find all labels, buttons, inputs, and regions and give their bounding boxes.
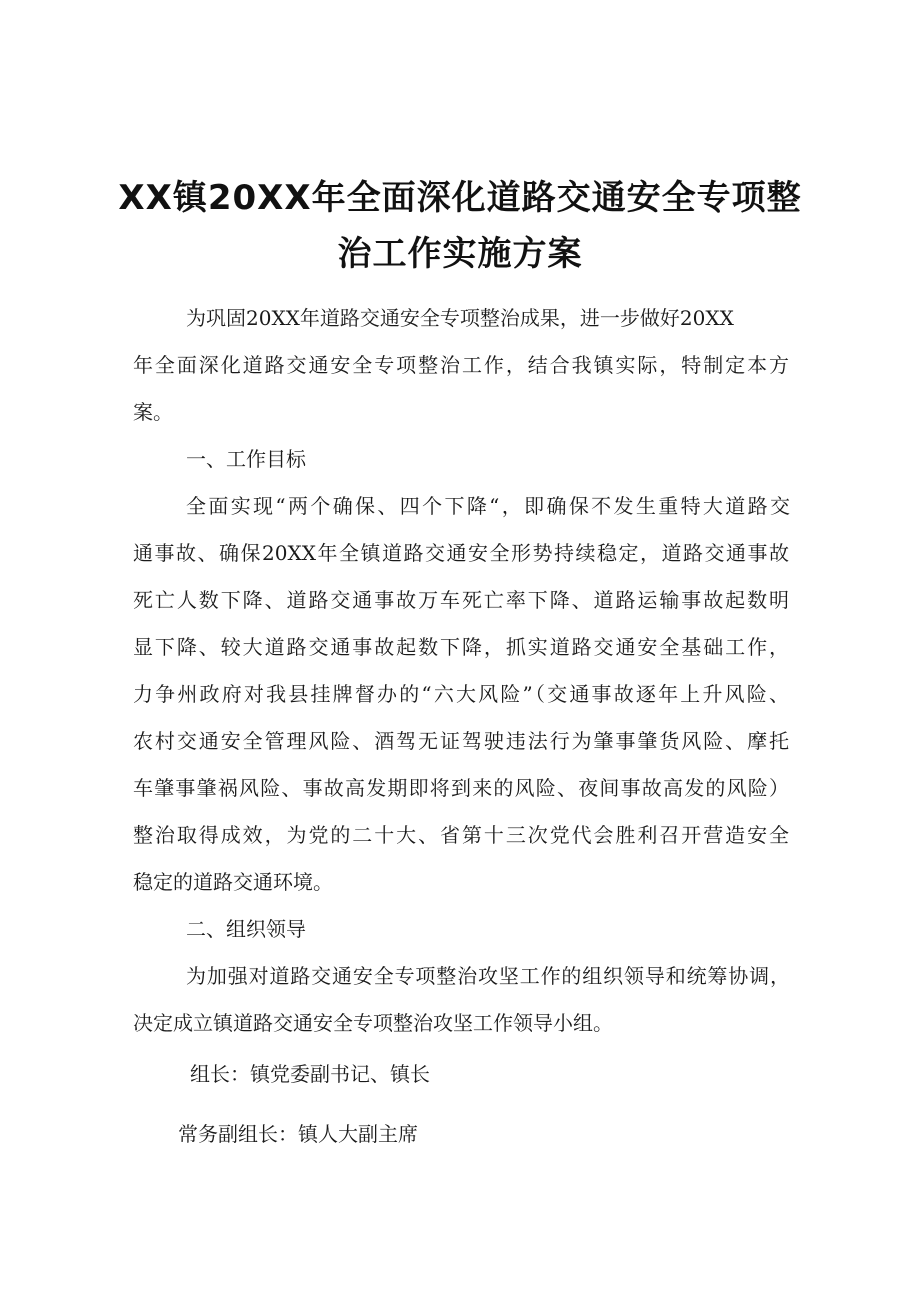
section1-paragraph-line: 通事故、确保20XX年全镇道路交通安全形势持续稳定，道路交通事故 (133, 541, 789, 565)
section1-paragraph-line: 死亡人数下降、道路交通事故万车死亡率下降、道路运输事故起数明 (133, 588, 789, 612)
document-title-line-2: 治工作实施方案 (337, 234, 583, 274)
section1-paragraph-line: 力争州政府对我县挂牌督办的“六大风险”（交通事故逐年上升风险、 (133, 682, 789, 706)
section1-paragraph-line: 显下降、较大道路交通事故起数下降，抓实道路交通安全基础工作， (133, 635, 789, 659)
section1-paragraph-line: 全面实现“两个确保、四个下降“，即确保不发生重特大道路交 (186, 494, 790, 518)
group-leader: 组长：镇党委副书记、镇长 (190, 1062, 430, 1086)
section-heading-organization: 二、组织领导 (186, 917, 306, 941)
section1-paragraph-line: 农村交通安全管理风险、酒驾无证驾驶违法行为肇事肇货风险、摩托 (133, 729, 789, 753)
intro-line-3: 案。 (133, 400, 173, 424)
section1-paragraph-line: 整治取得成效，为党的二十大、省第十三次党代会胜利召开营造安全 (133, 823, 789, 847)
section2-paragraph-line: 为加强对道路交通安全专项整治攻坚工作的组织领导和统筹协调， (186, 964, 790, 988)
section2-paragraph-line: 决定成立镇道路交通安全专项整治攻坚工作领导小组。 (133, 1011, 613, 1035)
section1-paragraph-line: 稳定的道路交通环境。 (133, 870, 333, 894)
document-title-line-1: XX镇20XX年全面深化道路交通安全专项整 (118, 178, 802, 218)
intro-line-1: 为巩固20XX年道路交通安全专项整治成果，进一步做好20XX (186, 306, 734, 330)
section1-paragraph-line: 车肇事肇祸风险、事故高发期即将到来的风险、夜间事故高发的风险） (133, 776, 789, 800)
deputy-group-leader: 常务副组长：镇人大副主席 (178, 1122, 418, 1146)
intro-line-2: 年全面深化道路交通安全专项整治工作，结合我镇实际，特制定本方 (133, 353, 789, 377)
section-heading-work-goals: 一、工作目标 (186, 447, 306, 471)
